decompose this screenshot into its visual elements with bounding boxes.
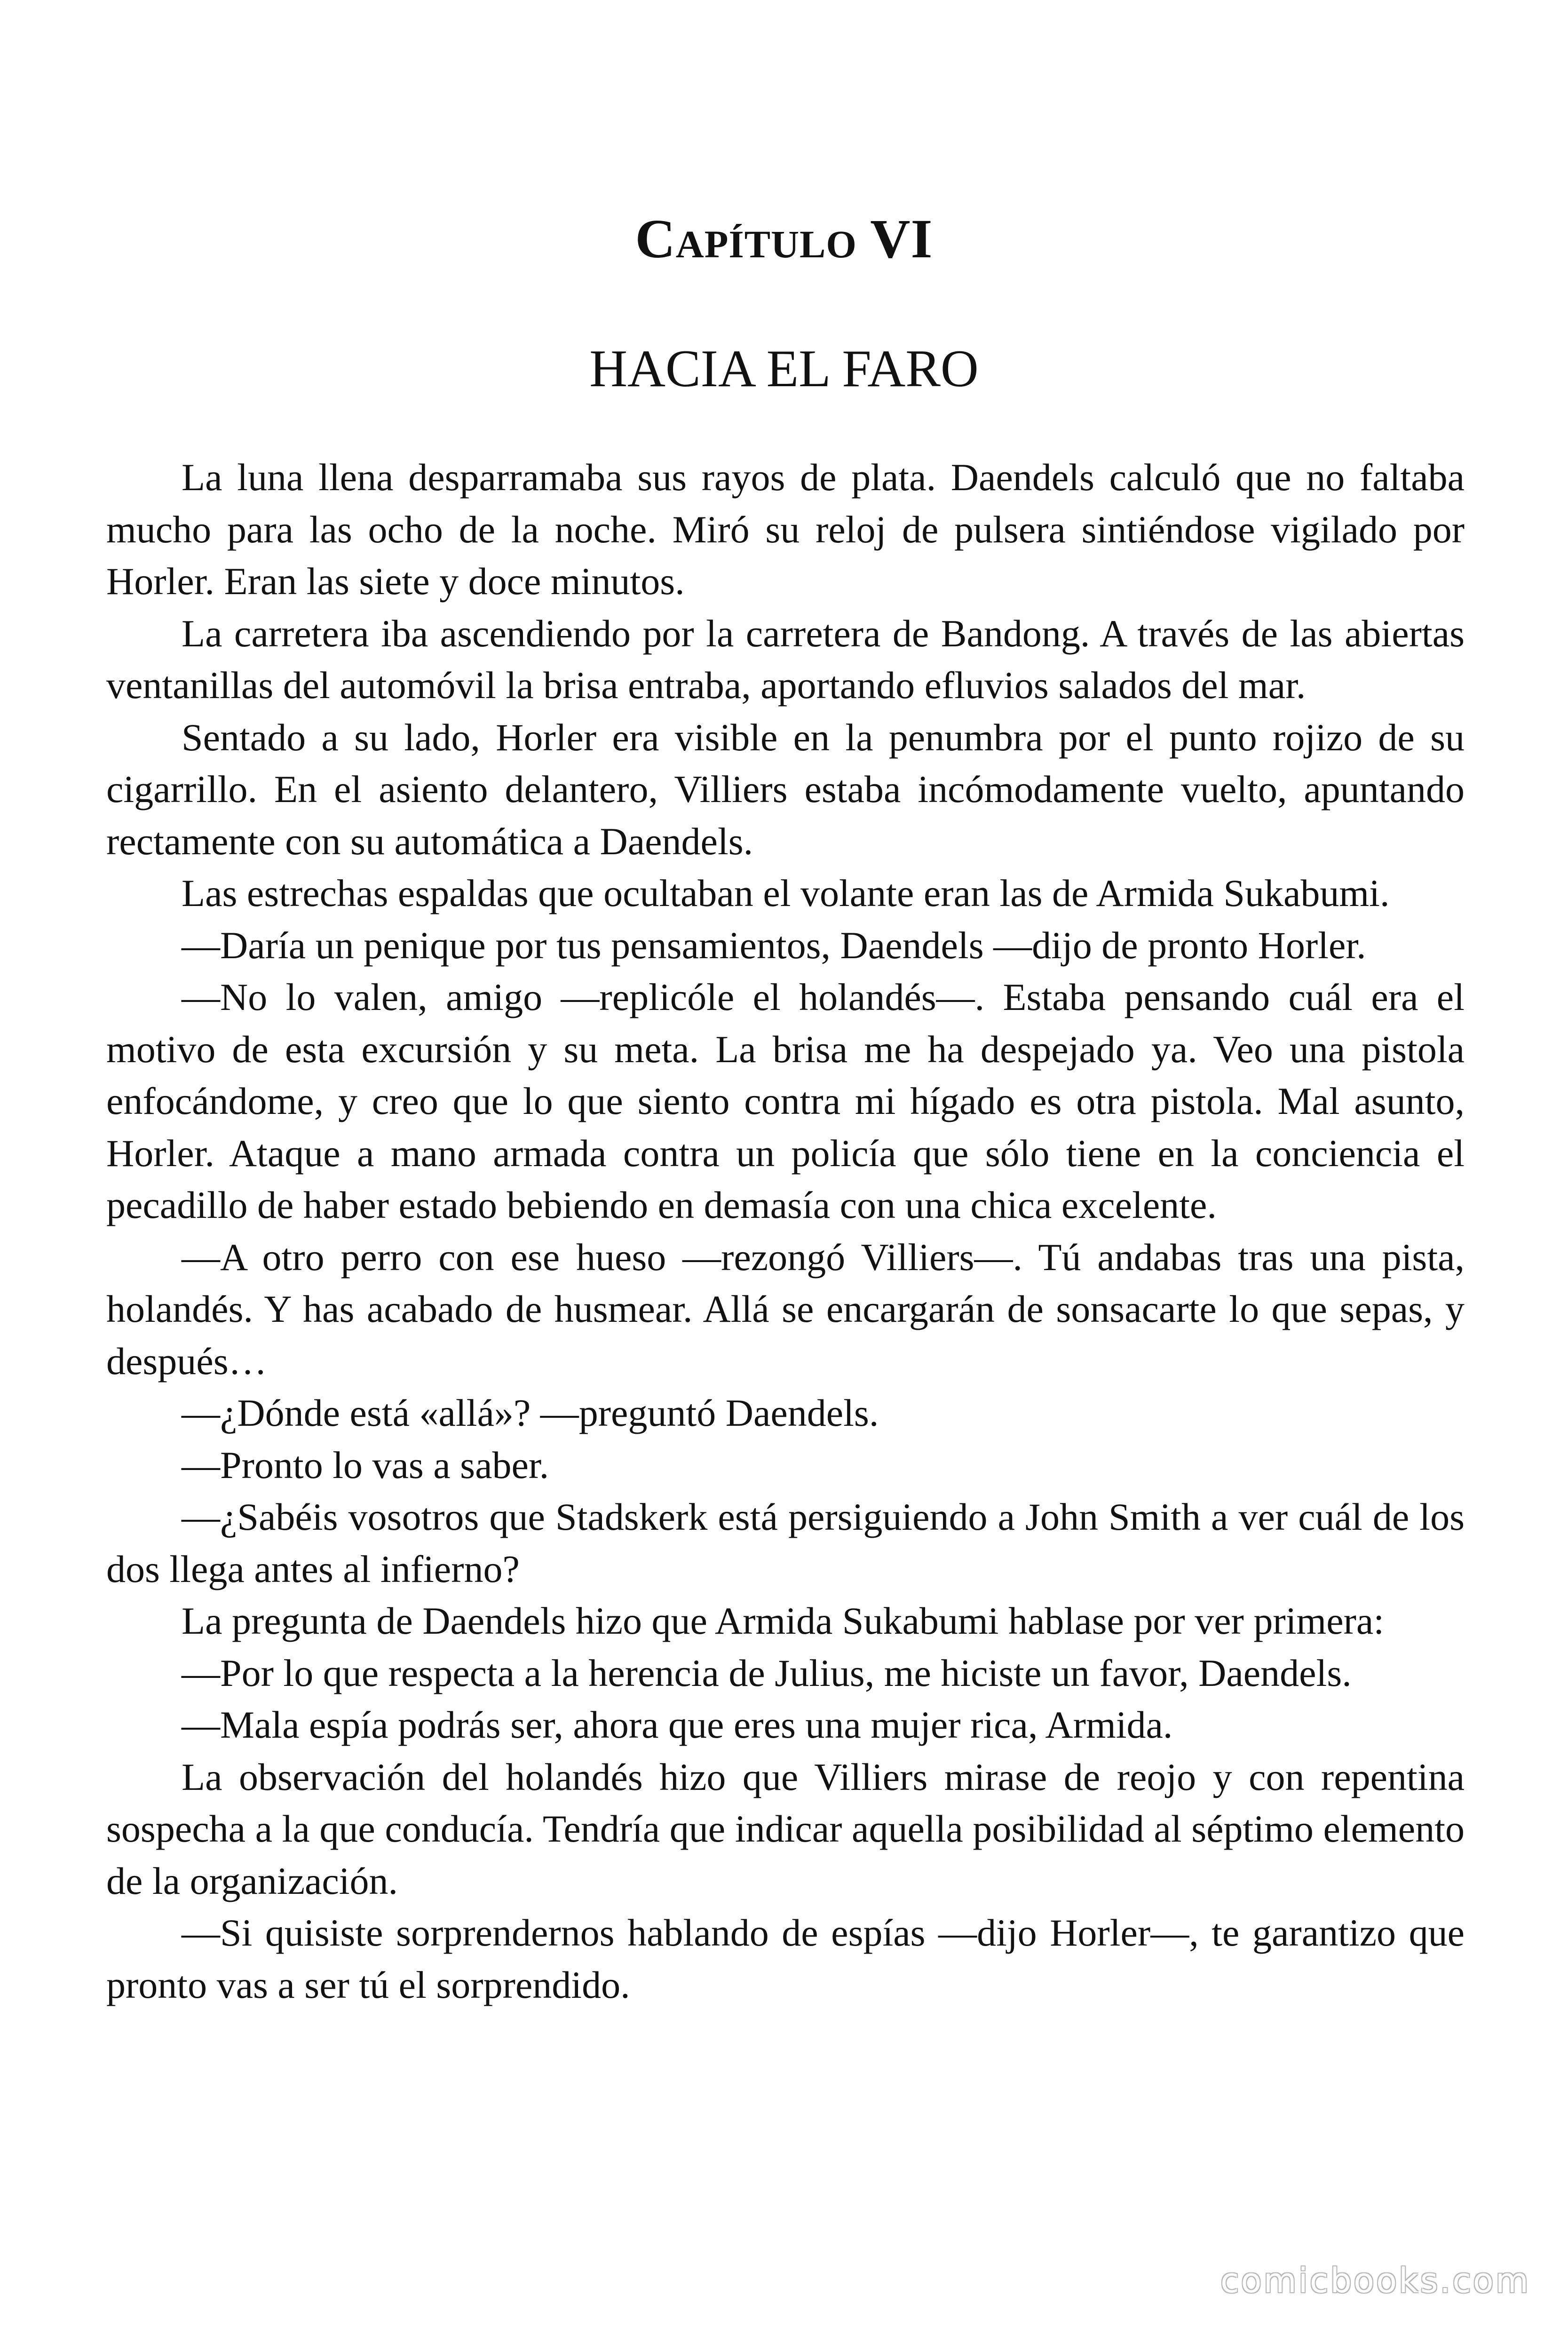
- chapter-title: HACIA EL FARO: [589, 340, 979, 398]
- paragraph: —Mala espía podrás ser, ahora que eres una mujer rica, Armida.: [182, 1703, 1173, 1746]
- paragraph: La pregunta de Daendels hizo que Armida Sukabumi hablase por ver primera:: [182, 1599, 1385, 1642]
- paragraph: —Pronto lo vas a saber.: [182, 1443, 549, 1486]
- paragraph: —Por lo que respecta a la herencia de Julius, me hiciste un favor, Daendels.: [182, 1651, 1352, 1694]
- paragraph: —Si quisiste sorprendernos hablando de espías —dijo Horler—, te garantizo que pronto vas a ser tú el sorprendido.: [106, 1911, 1465, 2006]
- paragraph: Sentado a su lado, Horler era visible en la penumbra por el punto rojizo de su cigarrillo. En el asiento delantero, Villiers estaba incómodamente vuelto, apuntando rectamente con su automática a Daendels.: [106, 715, 1465, 863]
- chapter-heading: Capítulo VI: [635, 208, 933, 270]
- paragraph: La observación del holandés hizo que Villiers mirase de reojo y con repentina sospecha a la que conducía. Tendría que indicar aquella posibilidad al séptimo elemento de la organización.: [106, 1755, 1465, 1902]
- paragraph: La luna llena desparramaba sus rayos de plata. Daendels calculó que no faltaba mucho para las ocho de la noche. Miró su reloj de pulsera sintiéndose vigilado por Horler. Eran las siete y doce minutos.: [106, 456, 1465, 603]
- paragraph: —¿Sabéis vosotros que Stadskerk está persiguiendo a John Smith a ver cuál de los dos llega antes al infierno?: [106, 1495, 1465, 1590]
- paragraph: —A otro perro con ese hueso —rezongó Villiers—. Tú andabas tras una pista, holandés. Y has acabado de husmear. Allá se encargarán de sonsacarte lo que sepas, y después…: [106, 1235, 1465, 1383]
- paragraph: —¿Dónde está «allá»? —preguntó Daendels.: [182, 1391, 879, 1434]
- paragraph: —Daría un penique por tus pensamientos, Daendels —dijo de pronto Horler.: [182, 923, 1366, 967]
- paragraph: —No lo valen, amigo —replicóle el holandés—. Estaba pensando cuál era el motivo de esta excursión y su meta. La brisa me ha despejado ya. Veo una pistola enfocándome, y creo que lo que siento contra mi hígado es otra pistola. Mal asunto, Horler. Ataque a mano armada contra un policía que sólo tiene en la conciencia el pecadillo de haber estado bebiendo en demasía con una chica excelente.: [106, 976, 1465, 1226]
- body-text: [106, 452, 1465, 2011]
- watermark: comicbooks.com: [1220, 2261, 1530, 2300]
- paragraph: La carretera iba ascendiendo por la carretera de Bandong. A través de las abiertas ventanillas del automóvil la brisa entraba, aportando efluvios salados del mar.: [106, 612, 1465, 707]
- paragraph: Las estrechas espaldas que ocultaban el volante eran las de Armida Sukabumi.: [182, 872, 1390, 914]
